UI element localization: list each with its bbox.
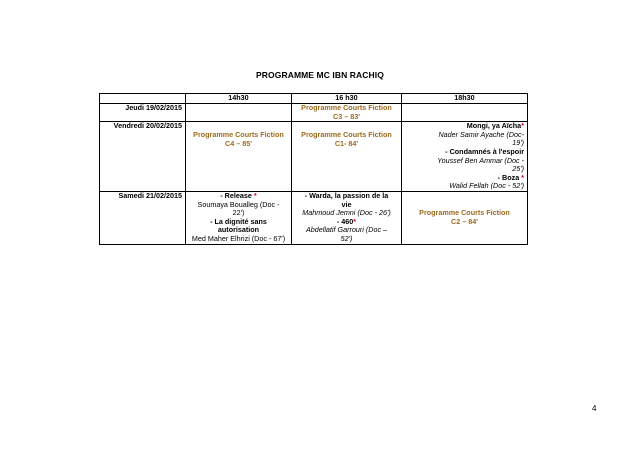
- film-director: Abdellatif Garrouri (Doc –: [305, 225, 388, 235]
- header-corner: [100, 94, 186, 104]
- film-title-cont: autorisation: [217, 225, 260, 235]
- header-18h30: 18h30: [402, 94, 528, 104]
- program-code: C1- 84': [334, 138, 359, 148]
- program-name: Programme Courts Fiction: [301, 130, 392, 140]
- film-director-cont: 25'): [512, 164, 524, 174]
- film-title: Mongi, ya Aïcha: [466, 121, 522, 131]
- star-marker: *: [521, 121, 524, 131]
- program-name: Programme Courts Fiction: [301, 103, 392, 112]
- slot-cell: [186, 191, 292, 244]
- page-title: PROGRAMME MC IBN RACHIQ: [256, 70, 384, 80]
- film-director: Youssef Ben Ammar (Doc -: [437, 155, 524, 165]
- slot-cell: [402, 122, 528, 192]
- program-code: C2 – 84': [451, 216, 478, 226]
- header-16h30: 16 h30: [292, 94, 402, 104]
- film-director: Soumaya Boualleg (Doc -: [197, 199, 280, 209]
- day-cell: Jeudi 19/02/2015: [100, 104, 186, 122]
- star-marker: *: [253, 190, 257, 200]
- slot-cell-empty: [186, 104, 292, 122]
- film-director-cont: 19'): [512, 138, 524, 148]
- film-director-cont: 52'): [340, 233, 353, 243]
- table-row: [100, 104, 528, 122]
- film-director: Nader Samir Ayache (Doc-: [438, 129, 524, 139]
- schedule-table: [99, 93, 528, 245]
- slot-cell: [292, 104, 402, 122]
- header-14h30: 14h30: [186, 94, 292, 104]
- slot-cell: [402, 191, 528, 244]
- film-title-cont: vie: [341, 199, 352, 209]
- film-title: - Condamnés à l'espoir: [445, 146, 524, 156]
- film-title: - Warda, la passion de la: [304, 190, 389, 200]
- program-name: Programme Courts Fiction: [419, 208, 510, 218]
- film-director: Mahmoud Jemni (Doc - 26'): [302, 208, 391, 218]
- day-cell: Samedi 21/02/2015: [100, 191, 186, 244]
- film-title: - 460: [336, 216, 354, 226]
- slot-cell: [292, 191, 402, 244]
- program-code: C3 – 83': [333, 111, 360, 121]
- program-name: Programme Courts Fiction: [193, 130, 284, 140]
- slot-cell: [292, 122, 402, 192]
- program-code: C4 – 85': [225, 138, 252, 148]
- star-marker: *: [353, 216, 357, 226]
- page-number: 4: [592, 404, 597, 413]
- table-row: [100, 122, 528, 192]
- film-director-cont: 22'): [232, 208, 245, 218]
- header-row: [100, 94, 528, 104]
- slot-cell: [186, 122, 292, 192]
- film-title: - Boza: [497, 172, 520, 182]
- slot-cell-empty: [402, 104, 528, 122]
- table-row: [100, 191, 528, 244]
- film-director: Walid Fellah (Doc - 52'): [449, 181, 524, 191]
- star-marker: *: [521, 172, 524, 182]
- film-director: Med Maher Elhrizi (Doc - 67'): [191, 233, 286, 243]
- day-cell: Vendredi 20/02/2015: [100, 122, 186, 192]
- film-title: - La dignité sans: [210, 216, 267, 226]
- film-title: - Release: [220, 190, 252, 200]
